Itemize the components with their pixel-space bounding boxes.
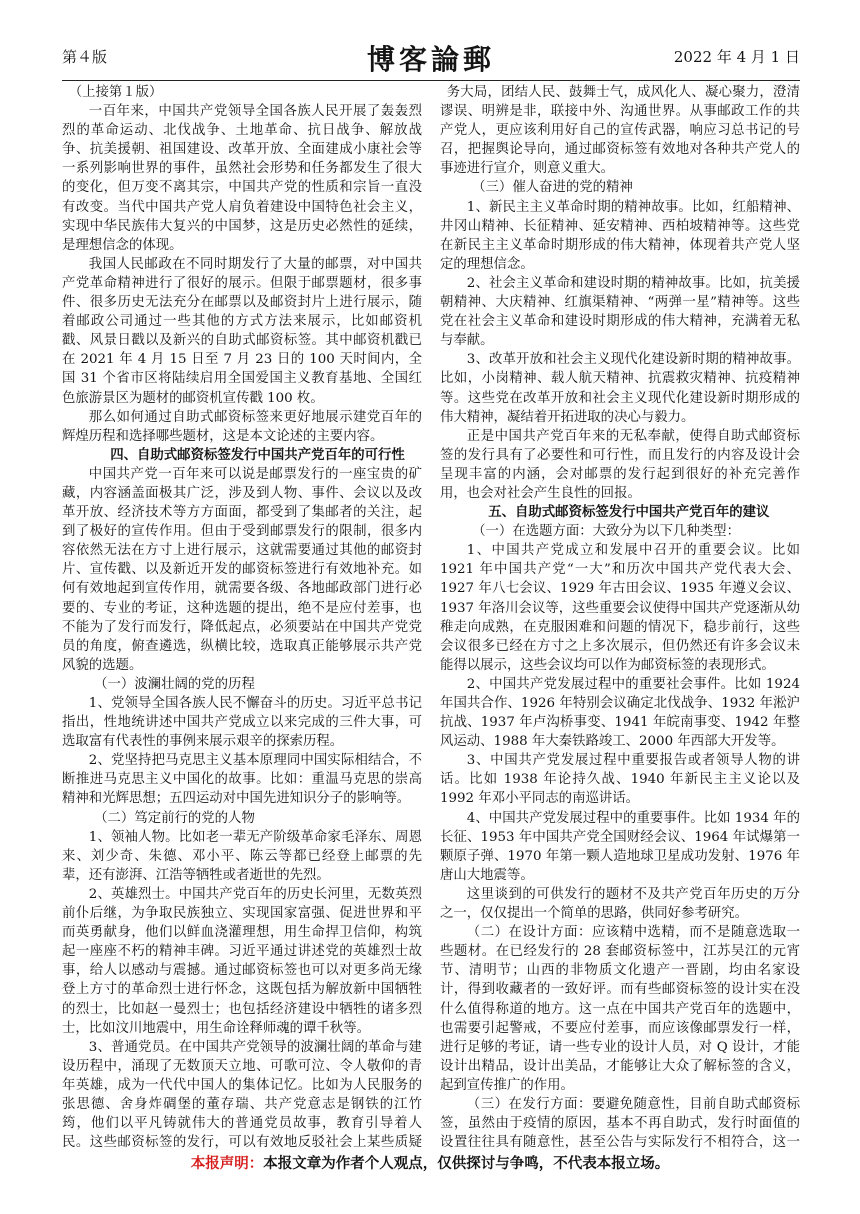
subsection-heading: （一）在选题方面：大致分为以下几种类型： [472, 524, 740, 540]
paragraph: 务大局，团结人民、鼓舞士气，成风化人、凝心聚力，澄清谬误、明辨是非，联接中外、沟通世界。从事邮政工作的共产党人，更应该利用好自己的宣传武器，响应习总书记的号召，把握舆论导向，通过邮资标签有效地对各种共产党人的事迹进行宣介，则意义重大。 [440, 85, 800, 177]
paragraph: 3、中国共产党发展过程中重要报告或者领导人物的讲话。比如 1938 年论持久战、1940 年新民主主义论以及 1992 年邓小平同志的南巡讲话。 [440, 753, 800, 807]
paragraph: 2、英雄烈士。中国共产党百年的历史长河里，无数英烈前仆后继，为争取民族独立、实现国家富强、促进世界和平而英勇献身，他们以鲜血浇灌理想，用生命捍卫信仰，构筑起一座座不朽的精神丰碑。习近平通过讲述党的英雄烈士故事，给人以感动与震撼。通过邮资标签也可以对更多尚无缘登上方寸的革命烈士进行怀念，这既包括为解放新中国牺牲的烈士，比如赵一曼烈士；也包括经济建设中牺牲的诸多烈士，比如汶川地震中，用生命诠释师魂的谭千秋等。 [62, 886, 422, 1036]
paragraph: 3、普通党员。在中国共产党领导的波澜壮阔的革命与建设历程中，涌现了无数顶天立地、可歌可泣、令人敬仰的青年英雄，成为一代代中国人的集体记忆。比如为人民服务的张思德、舍身炸碉堡的董存瑞、共产党意志是钢铁的江竹筠，他们以平凡铸就伟大的普通党员故事，教育引导着人民。这些邮资标签的发行，可以有效地反驳社会上某些质疑 [62, 1039, 422, 1151]
paragraph: 2、中国共产党发展过程中的重要社会事件。比如 1924 年国共合作、1926 年特别会议确定北伐战争、1932 年淞沪抗战、1937 年卢沟桥事变、1941 年皖南事变、1942 年整风运动、1988 年大秦铁路竣工、2000 年西部大开发等。 [440, 676, 800, 750]
subsection-heading: （一）波澜壮阔的党的历程 [94, 676, 255, 692]
paragraph: 我国人民邮政在不同时期发行了大量的邮票，对中国共产党革命精神进行了很好的展示。但限于邮票题材，很多事件、很多历史无法充分在邮票以及邮资封片上进行展示，随着邮政公司通过一些其他的方式方法来展示，比如邮资机戳、风景日戳以及新兴的自助式邮资标签。其中邮资机戳已在 2021 年 4 月 15 日至 7 月 23 日的 100 天时间内，全国 31 个省市区将陆续启用全国爱国主义教育基地、全国红色旅游景区为题材的邮资机宣传戳 100 枚。 [62, 256, 422, 406]
section-heading: 五、自助式邮资标签发行中国共产党百年的建议 [488, 504, 770, 521]
page-header [62, 38, 800, 78]
paragraph: 一百年来，中国共产党领导全国各族人民开展了轰轰烈烈的革命运动、北伐战争、土地革命、抗日战争、解放战争、抗美援朝、祖国建设、改革开放、全面建成小康社会等一系列影响世界的事件，虽然社会形势和任务都发生了很大的变化，但万变不离其宗，中国共产党的性质和宗旨一直没有改变。当代中国共产党人肩负着建设中国特色社会主义，实现中华民族伟大复兴的中国梦，这是历史必然性的延续，是理想信念的体现。 [62, 104, 422, 253]
paragraph: 1、领袖人物。比如老一辈无产阶级革命家毛泽东、周恩来、刘少奇、朱德、邓小平、陈云等都已经登上邮票的先辈，还有澎湃、江浩等牺牲或者逝世的先烈。 [62, 829, 422, 883]
paragraph: 1、新民主主义革命时期的精神故事。比如，红船精神、井冈山精神、长征精神、延安精神、西柏坡精神等。这些党在新民主主义革命时期形成的伟大精神，体现着共产党人坚定的理想信念。 [440, 199, 800, 272]
section-heading: 四、自助式邮资标签发行中国共产党百年的可行性 [110, 446, 405, 463]
paragraph: 那么如何通过自助式邮资标签来更好地展示建党百年的辉煌历程和选择哪些题材，这是本文论述的主要内容。 [62, 409, 422, 444]
publication-date: 2022 年 4 月 1 日 [673, 48, 800, 66]
paragraph: （二）在设计方面：应该精中选精，而不是随意选取一些题材。在已经发行的 28 套邮资标签中，江苏吴江的元宵节、清明节；山西的非物质文化遗产一晋剧，均由名家设计，得到收藏者的一致好评。而有些邮资标签的设计实在没什么值得称道的地方。这一点在中国共产党百年的选题中，也需要引起警戒，不要应付差事，而应该像邮票发行一样，进行足够的考证，请一些专业的设计人员，对 Q 设计，才能设计出精品，设计出美品，才能够让大众了解标签的含义，起到宣传推广的作用。 [440, 925, 800, 1093]
subsection-heading: （二）笃定前行的党的人物 [94, 810, 255, 826]
edition-number: 第４版 [62, 48, 108, 66]
paragraph: 3、改革开放和社会主义现代化建设新时期的精神故事。比如，小岗精神、载人航天精神、抗震救灾精神、抗疫精神等。这些党在改革开放和社会主义现代化建设新时期形成的伟大精神，凝结着开拓进取的决心与毅力。 [440, 352, 800, 425]
masthead-title: 博客論郵 [366, 43, 495, 76]
disclaimer [0, 1152, 860, 1173]
article-column-left [62, 83, 422, 1151]
paragraph: （上接第１版） [68, 85, 163, 100]
subsection-heading: （三）催人奋进的党的精神 [472, 180, 633, 196]
paragraph: 正是中国共产党百年来的无私奉献，使得自助式邮资标签的发行具有了必要性和可行性，而且发行的内容及设计会呈现丰富的内涵，会对邮票的发行起到很好的补充完善作用，也会对社会产生良性的回报。 [440, 428, 800, 501]
paragraph: 这里谈到的可供发行的题材不及共产党百年历史的万分之一，仅仅提出一个简单的思路，供同好参考研究。 [440, 886, 800, 922]
disclaimer-text: 本报文章为作者个人观点，仅供探讨与争鸣，不代表本报立场。 [263, 1156, 670, 1172]
paragraph: 1、中国共产党成立和发展中召开的重要会议。比如 1921 年中国共产党“一大”和历次中国共产党代表大会、1927 年八七会议、1929 年古田会议、1935 年遵义会议、1937 年洛川会议等，这些重要会议使得中国共产党逐渐从幼稚走向成熟，在克服困难和问题的情况下，稳步前行，这些会议很多已经在方寸之上多次展示，但仍然还有许多会议未能得以展示，这些会议均可以作为邮资标签的表现形式。 [440, 543, 800, 673]
paragraph: 2、社会主义革命和建设时期的精神故事。比如，抗美援朝精神、大庆精神、红旗渠精神、“两弹一星”精神等。这些党在社会主义革命和建设时期形成的伟大精神，充满着无私与奉献。 [440, 275, 800, 349]
paragraph: 2、党坚持把马克思主义基本原理同中国实际相结合，不断推进马克思主义中国化的故事。比如：重温马克思的崇高精神和光辉思想；五四运动对中国先进知识分子的影响等。 [62, 753, 422, 807]
header-rule [62, 80, 800, 81]
disclaimer-label: 本报声明： [190, 1156, 264, 1172]
paragraph: 4、中国共产党发展过程中的重要事件。比如 1934 年的长征、1953 年中国共产党全国财经会议、1964 年试爆第一颗原子弹、1970 年第一颗人造地球卫星成功发射、1976 年唐山大地震等。 [440, 810, 800, 883]
paragraph: （三）在发行方面：要避免随意性，目前自助式邮资标签，虽然由于疫情的原因，基本不再自助式，发行时面值的设置往往具有随意性，甚至公告与实际发行不相符合，这一 [440, 1096, 800, 1151]
paragraph: 中国共产党一百年来可以说是邮票发行的一座宝贵的矿藏，内容涵盖面极其广泛，涉及到人物、事件、会议以及改革开放、经济技术等方方面面，都受到了集邮者的关注，起到了极好的宣传作用。但由于受到邮票发行的限制，很多内容依然无法在方寸上进行展示，这就需要通过其他的邮资封片、宣传戳、以及新近开发的邮资标签进行有效地补充。如何有效地起到宣传作用，就需要各级、各地邮政部门进行必要的、专业的考证，这种选题的提出，绝不是应付差事，也不能为了发行而发行，降低起点，必须要站在中国共产党党员的角度，俯查遴选，纵横比较，选取真正能够展示共产党风貌的选题。 [62, 466, 422, 673]
paragraph: 1、党领导全国各族人民不懈奋斗的历史。习近平总书记指出，性地统讲述中国共产党成立以来完成的三件大事，可选取富有代表性的事例来展示艰辛的探索历程。 [62, 696, 422, 750]
article-column-right [440, 83, 800, 1151]
